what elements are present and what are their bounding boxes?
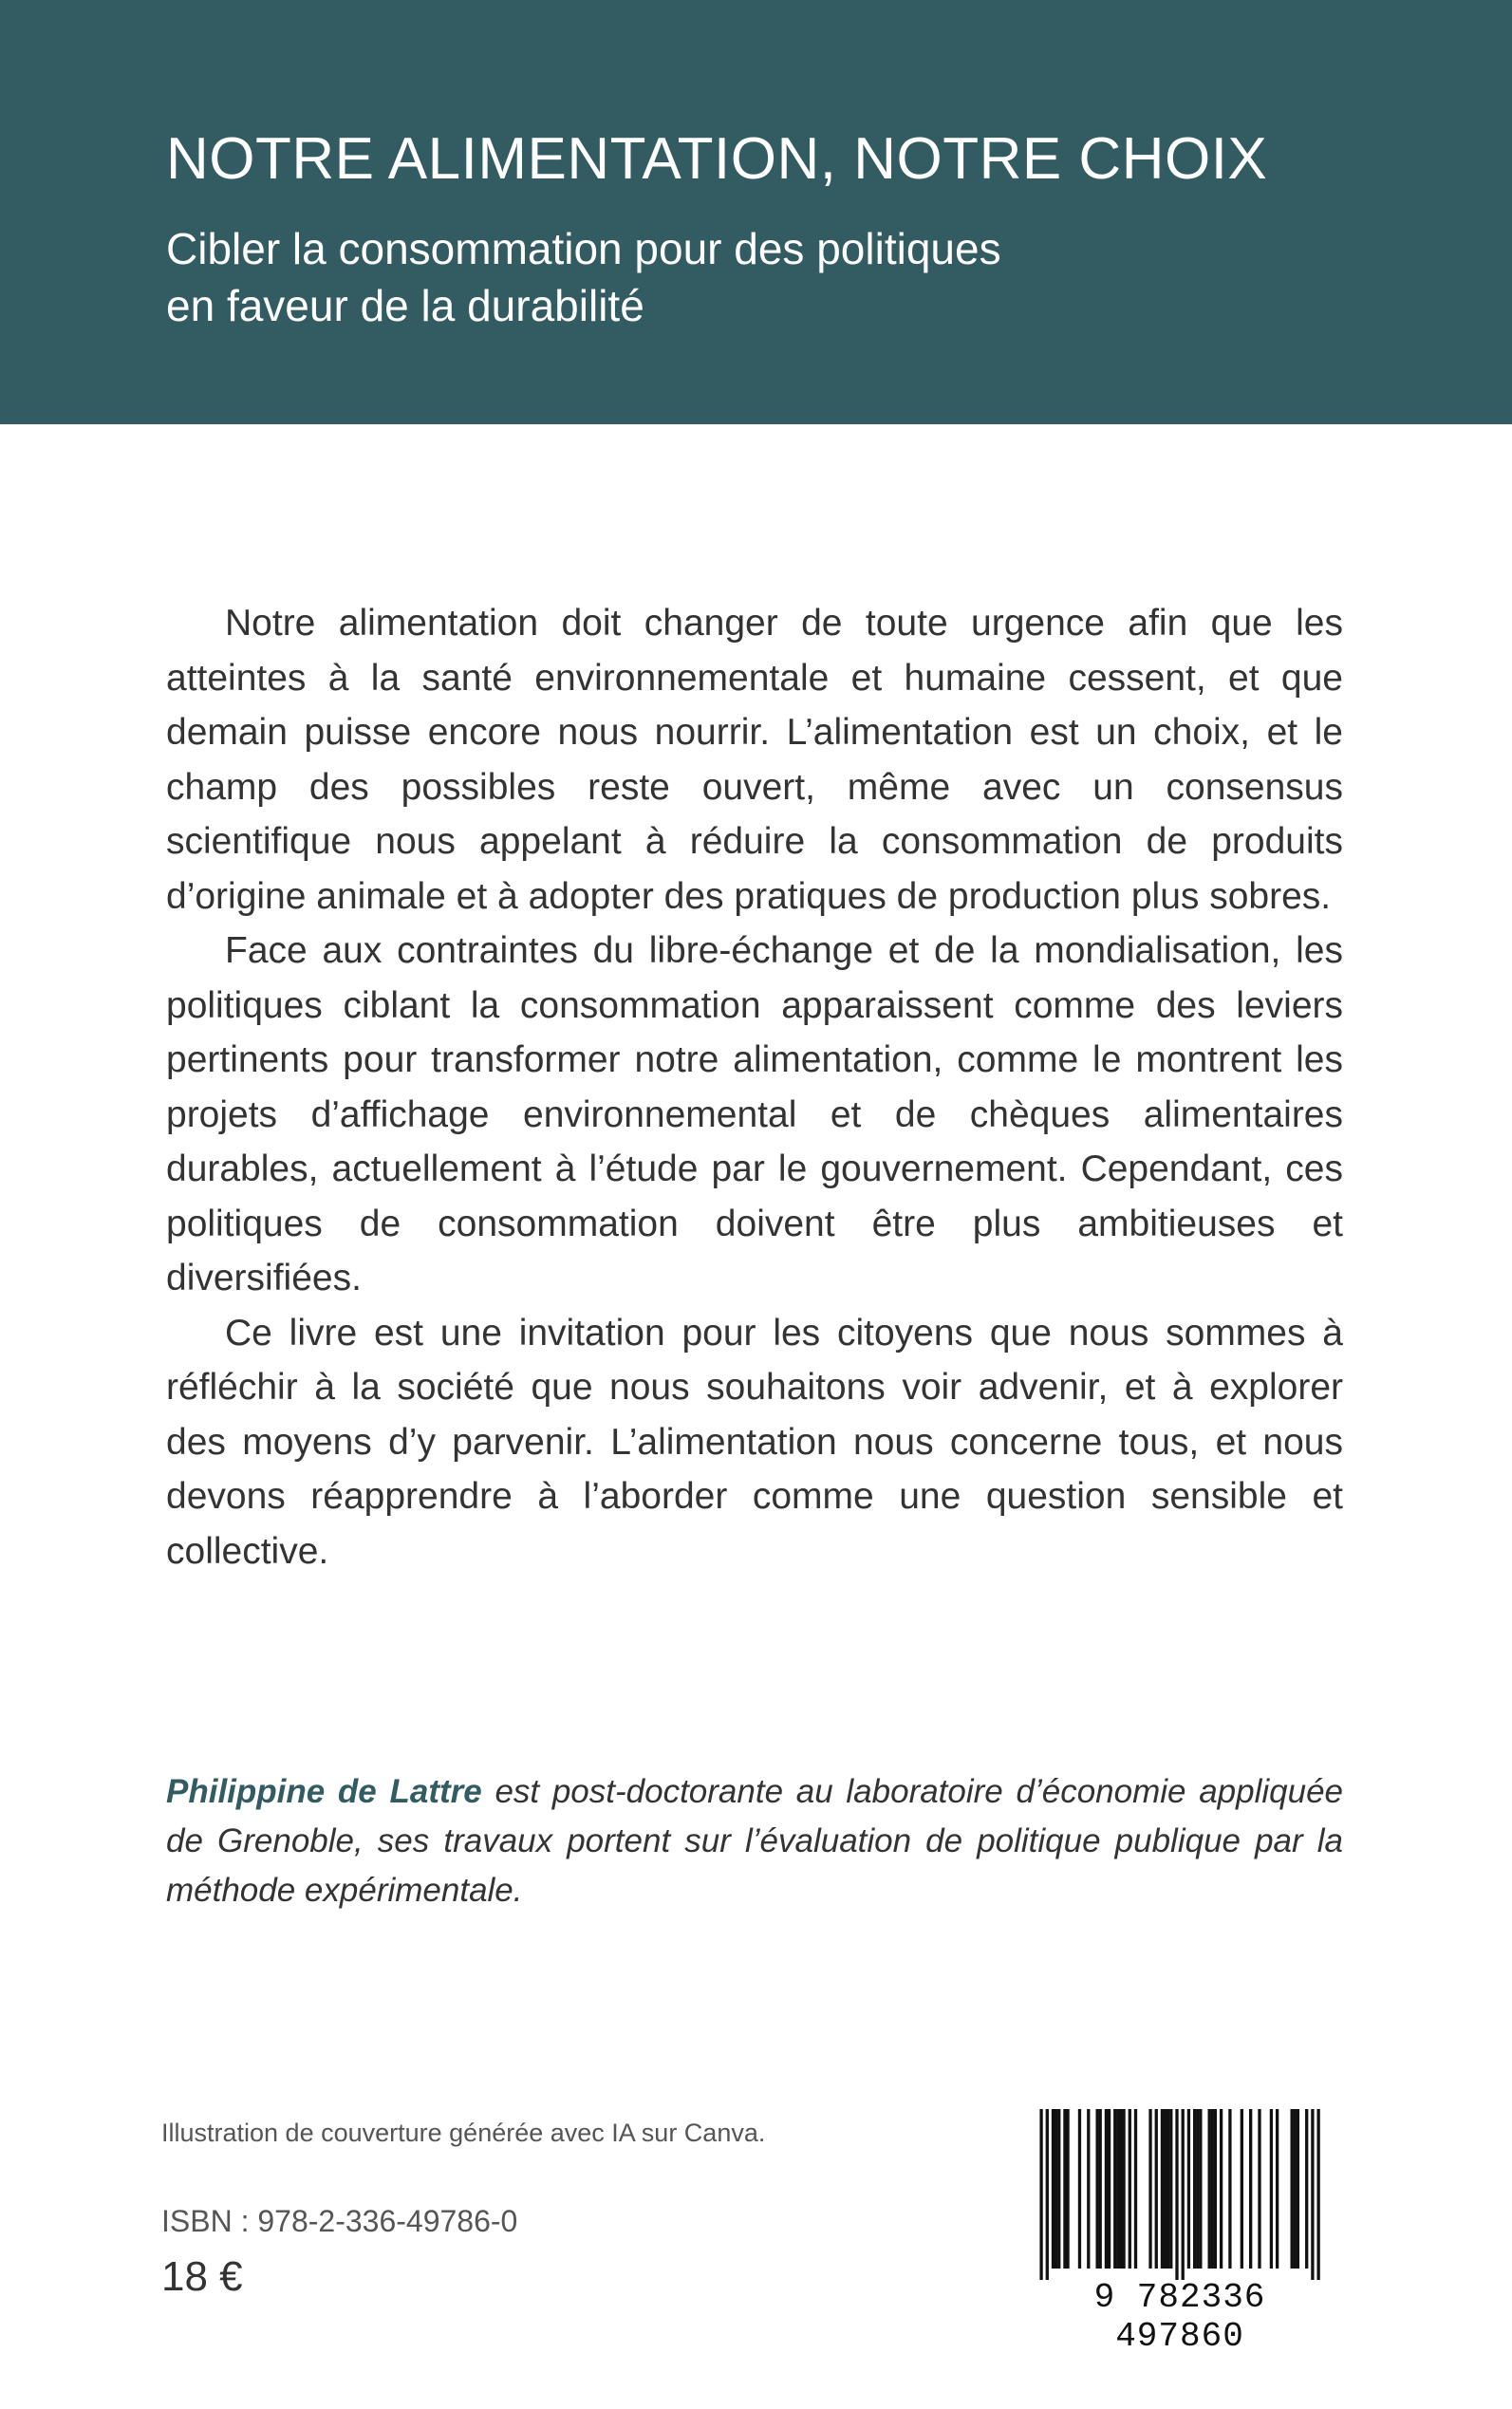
barcode-bar (1155, 2109, 1158, 2269)
barcode-bars (1028, 2109, 1332, 2280)
barcode-bar (1294, 2109, 1297, 2269)
back-cover-blurb (166, 596, 1343, 1578)
book-title: NOTRE ALIMENTATION, NOTRE CHOIX (166, 126, 1268, 192)
barcode-bar (1063, 2109, 1066, 2269)
barcode-bar (1276, 2109, 1279, 2269)
author-bio (166, 1767, 1343, 1915)
barcode-bar (1066, 2109, 1069, 2269)
barcode-bar (1305, 2109, 1308, 2269)
barcode-bar (1052, 2109, 1055, 2269)
subtitle-line-2: en faveur de la durabilité (166, 281, 644, 330)
barcode-bar (1241, 2109, 1243, 2269)
barcode-bar (1311, 2109, 1314, 2280)
barcode-bar (1095, 2109, 1098, 2269)
barcode-bar (1057, 2109, 1060, 2269)
barcode-bar (1122, 2109, 1125, 2269)
barcode-bar (1258, 2109, 1260, 2269)
barcode-bar (1249, 2109, 1252, 2269)
barcode-bar (1161, 2109, 1164, 2269)
barcode-bar (1119, 2109, 1122, 2269)
author-description: est post-doctorante au laboratoire d’économie appliquée de Grenoble, ses travaux portent sur l’évaluation de politique publique par la méthode expérimentale. (166, 1773, 1343, 1909)
blurb-paragraph-3: Ce livre est une invitation pour les citoyens que nous sommes à réfléchir à la société que nous souhaitons voir advenir, et à explorer des moyens d’y parvenir. L’alimentation nous concerne tous, et nous devons réapprendre à l’aborder comme une question sensible et collective. (166, 1312, 1343, 1572)
book-subtitle (166, 220, 1400, 334)
barcode-bar (1196, 2109, 1199, 2269)
barcode-bar (1134, 2109, 1137, 2269)
barcode-bar (1297, 2109, 1299, 2269)
barcode-bar (1211, 2109, 1214, 2269)
barcode-bar (1087, 2109, 1090, 2269)
barcode-bar (1039, 2109, 1042, 2280)
barcode-bar (1214, 2109, 1217, 2269)
cover-header-band (0, 0, 1512, 424)
barcode-bar (1169, 2109, 1172, 2269)
barcode-bar (1175, 2109, 1178, 2280)
barcode-bar (1316, 2109, 1319, 2280)
barcode-bar (1199, 2109, 1202, 2269)
subtitle-line-1: Cibler la consommation pour des politiques (166, 224, 1001, 273)
barcode-bar (1187, 2109, 1190, 2269)
illustration-credit: Illustration de couverture générée avec IA sur Canva. (161, 2119, 766, 2147)
barcode-bar (1113, 2109, 1116, 2269)
barcode-bar (1167, 2109, 1169, 2269)
barcode-bar (1055, 2109, 1057, 2269)
barcode-bar (1046, 2109, 1049, 2280)
barcode-bar (1116, 2109, 1119, 2269)
isbn-number: ISBN : 978-2-336-49786-0 (161, 2204, 518, 2238)
barcode-bar (1129, 2109, 1131, 2269)
barcode-digits: 9 782336 497860 (1093, 2278, 1266, 2356)
barcode-bar (1164, 2109, 1167, 2269)
barcode-bar (1078, 2109, 1081, 2269)
barcode-bar (1099, 2109, 1102, 2269)
price: 18 € (161, 2253, 243, 2300)
barcode-bar (1105, 2109, 1108, 2269)
blurb-paragraph-1: Notre alimentation doit changer de toute urgence afin que les atteintes à la santé environnementale et humaine cessent, et que demain puisse encore nous nourrir. L’alimentation est un choix, et le champ des possibles reste ouvert, même avec un consensus scientifique nous appelant à réduire la consommation de produits d’origine animale et à adopter des pratiques de production plus sobres. (166, 603, 1343, 917)
barcode-bar (1220, 2109, 1223, 2269)
barcode-bar (1208, 2109, 1211, 2269)
barcode-bar (1291, 2109, 1294, 2269)
barcode-bar (1228, 2109, 1231, 2269)
barcode-bar (1108, 2109, 1111, 2269)
barcode-bar (1193, 2109, 1196, 2269)
isbn-barcode (1028, 2109, 1332, 2356)
barcode-bar (1148, 2109, 1151, 2269)
barcode-bar (1270, 2109, 1273, 2269)
barcode-bar (1182, 2109, 1185, 2280)
blurb-paragraph-2: Face aux contraintes du libre-échange et de la mondialisation, les politiques ciblant la consommation apparaissent comme des leviers pertinents pour transformer notre alimentation, comme le montrent les projets d’affichage environnemental et de chèques alimentaires durables, actuellement à l’étude par le gouvernement. Cependant, ces politiques de consommation doivent être plus ambitieuses et diversifiées. (166, 930, 1343, 1298)
author-name: Philippine de Lattre (166, 1773, 482, 1810)
